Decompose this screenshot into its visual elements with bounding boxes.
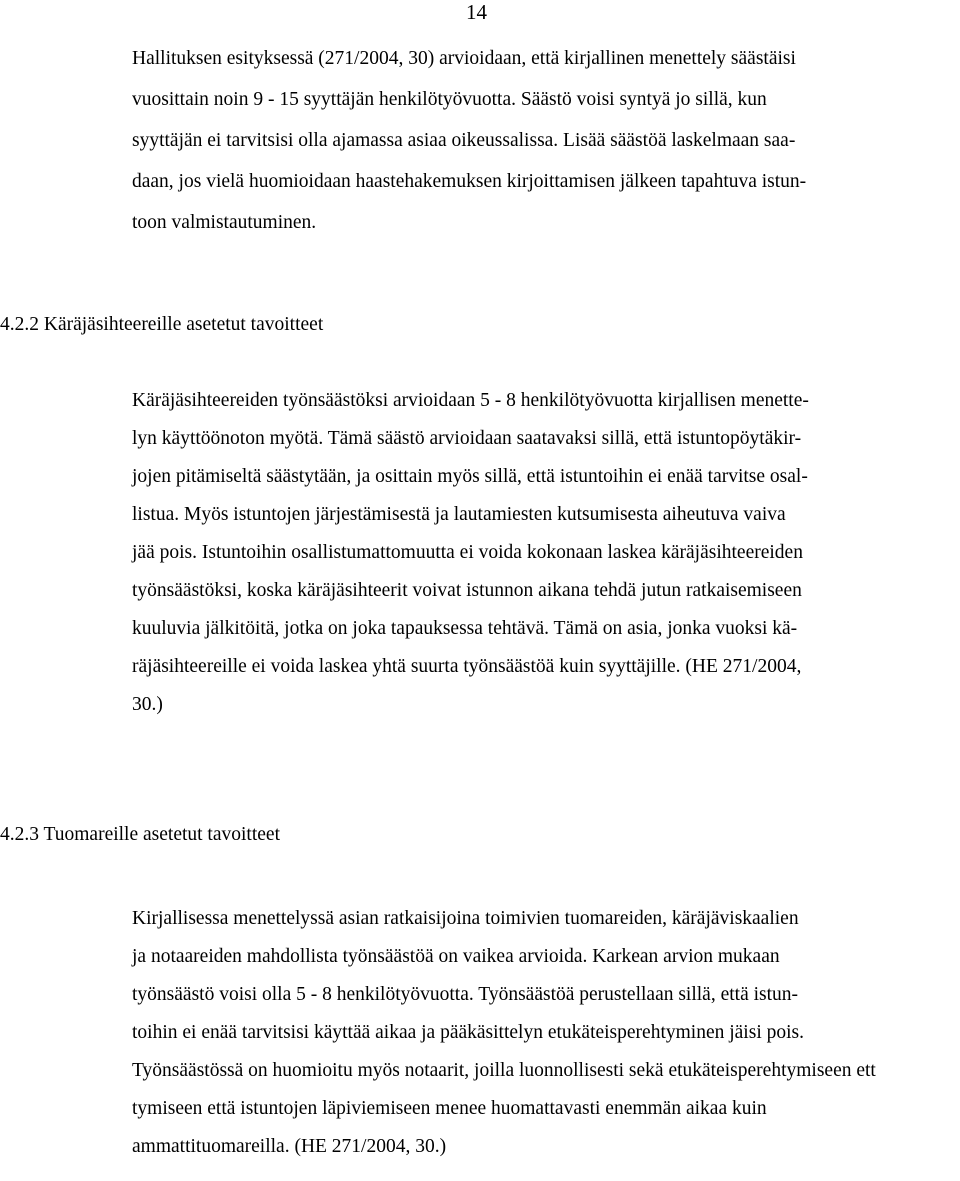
paragraph-line: työnsäästöksi, koska käräjäsihteerit voivat istunnon aikana tehdä jutun ratkaisemiseen bbox=[132, 580, 802, 601]
section-heading-4-2-2: 4.2.2 Käräjäsihteereille asetetut tavoitteet bbox=[0, 314, 324, 335]
paragraph-line: ja notaareiden mahdollista työnsäästöä on vaikea arvioida. Karkean arvion mukaan bbox=[132, 946, 780, 967]
paragraph-2 bbox=[132, 382, 960, 724]
paragraph-line: tymiseen että istuntojen läpiviemiseen menee huomattavasti enemmän aikaa kuin bbox=[132, 1098, 767, 1119]
paragraph-line: vuosittain noin 9 - 15 syyttäjän henkilötyövuotta. Säästö voisi syntyä jo sillä, kun bbox=[132, 89, 767, 110]
paragraph-line: listua. Myös istuntojen järjestämisestä ja lautamiesten kutsumisesta aiheutuva vaiva bbox=[132, 504, 786, 525]
paragraph-line: jojen pitämiseltä säästytään, ja osittain myös sillä, että istuntoihin ei enää tarvitse osal- bbox=[132, 466, 808, 487]
paragraph-line: räjäsihteereille ei voida laskea yhtä suurta työnsäästöä kuin syyttäjille. (HE 271/2004, bbox=[132, 656, 802, 677]
paragraph-line: lyn käyttöönoton myötä. Tämä säästö arvioidaan saatavaksi sillä, että istuntopöytäkir- bbox=[132, 428, 802, 449]
paragraph-line: työnsäästö voisi olla 5 - 8 henkilötyövuotta. Työnsäästöä perustellaan sillä, että istun- bbox=[132, 984, 799, 1005]
paragraph-line: daan, jos vielä huomioidaan haastehakemuksen kirjoittamisen jälkeen tapahtuva istun- bbox=[132, 171, 807, 192]
paragraph-line: Työnsäästössä on huomioitu myös notaarit, joilla luonnollisesti sekä etukäteisperehtymiseen ett bbox=[132, 1060, 876, 1081]
paragraph-1 bbox=[132, 38, 960, 243]
paragraph-3 bbox=[132, 900, 960, 1166]
page-number: 14 bbox=[466, 0, 487, 24]
paragraph-line: toihin ei enää tarvitsisi käyttää aikaa ja pääkäsittelyn etukäteisperehtyminen jäisi pois. bbox=[132, 1022, 804, 1043]
paragraph-line: ammattituomareilla. (HE 271/2004, 30.) bbox=[132, 1136, 447, 1157]
paragraph-line: kuuluvia jälkitöitä, jotka on joka tapauksessa tehtävä. Tämä on asia, jonka vuoksi kä- bbox=[132, 618, 798, 639]
paragraph-line: Hallituksen esityksessä (271/2004, 30) arvioidaan, että kirjallinen menettely säästäisi bbox=[132, 48, 796, 69]
paragraph-line: jää pois. Istuntoihin osallistumattomuutta ei voida kokonaan laskea käräjäsihteereiden bbox=[132, 542, 803, 563]
paragraph-line: Kirjallisessa menettelyssä asian ratkaisijoina toimivien tuomareiden, käräjäviskaalien bbox=[132, 908, 799, 929]
paragraph-line: syyttäjän ei tarvitsisi olla ajamassa asiaa oikeussalissa. Lisää säästöä laskelmaan saa- bbox=[132, 130, 796, 151]
paragraph-line: Käräjäsihteereiden työnsäästöksi arvioidaan 5 - 8 henkilötyövuotta kirjallisen menette- bbox=[132, 390, 809, 411]
paragraph-line: 30.) bbox=[132, 694, 163, 715]
section-heading-4-2-3: 4.2.3 Tuomareille asetetut tavoitteet bbox=[0, 824, 280, 845]
paragraph-line: toon valmistautuminen. bbox=[132, 212, 317, 233]
